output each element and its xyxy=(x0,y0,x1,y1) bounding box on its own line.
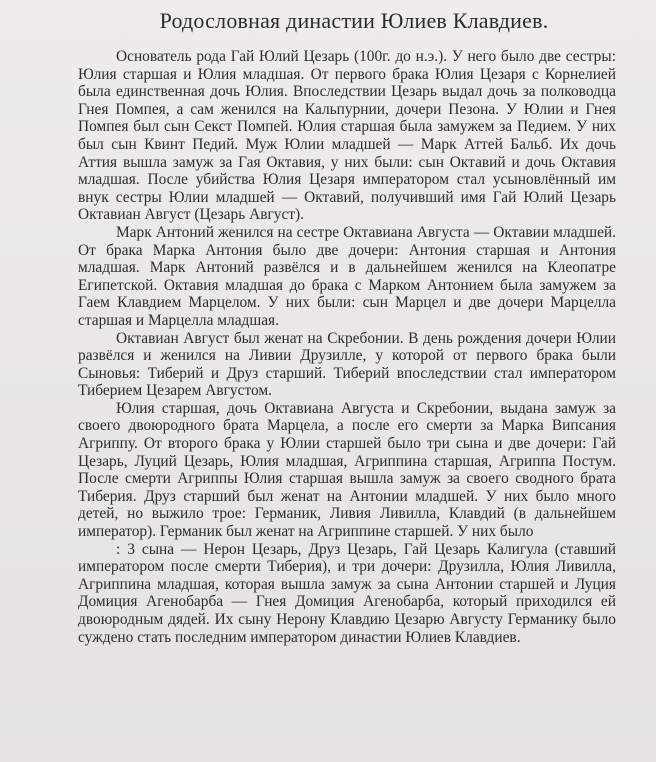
paragraph-octavian: Октавиан Август был женат на Скребонии. В день рождения дочери Юлии развёлся и женился на Ливии Друзилле, у которой от первого брака были Сыновья: Тиберий и Друз старший. Тиберий впоследствии стал императором Тиберием Цезарем Августом. xyxy=(78,329,616,400)
paragraph-founder: Основатель рода Гай Юлий Цезарь (100г. до н.э.). У него было две сестры: Юлия старшая и Юлия младшая. От первого брака Юлия Цезаря с Корнелией была единственная дочь Юлия. Впоследствии Цезарь выдал дочь за полководца Гнея Помпея, а сам женился на Кальпурнии, дочери Пезона. У Юлии и Гнея Помпея был сын Секст Помпей. Юлия старшая была замужем за Педием. У них был сын Квинт Педий. Муж Юлии младшей — Марк Аттей Бальб. Их дочь Аттия вышла замуж за Гая Октавия, у них были: сын Октавий и дочь Октавия младшая. После убийства Юлия Цезаря императором стал усыновлённый им внук сестры Юлии младшей — Октавий, получивший имя Гай Юлий Цезарь Октавиан Август (Цезарь Август). xyxy=(78,48,616,224)
paragraph-mark-antony: Марк Антоний женился на сестре Октавиана Августа — Октавии младшей. От брака Марка Антония было две дочери: Антония старшая и Антония младшая. Марк Антоний развёлся и в дальнейшем женился на Клеопатре Египетской. Октавия младшая до брака с Марком Антонием была замужем за Гаем Клавдием Марцелом. У них были: сын Марцел и две дочери Марцелла старшая и Марцелла младшая. xyxy=(78,223,616,329)
document-title: Родословная династии Юлиев Клавдиев. xyxy=(159,8,549,33)
paragraph-children: : 3 сына — Нерон Цезарь, Друз Цезарь, Гай Цезарь Калигула (ставший императором после смерти Тиберия), и три дочери: Друзилла, Юлия Ливилла, Агриппина младшая, которая вышла замуж за сына Антонии старшей и Луция Домиция Агенобарба — Гнея Домиция Агенобарба, который приходился ей двоюродным дядей. Их сыну Нерону Клавдию Цезарю Августу Германику было суждено стать последним императором династии Юлиев Клавдиев. xyxy=(78,540,616,646)
paragraph-julia-elder: Юлия старшая, дочь Октавиана Августа и Скребонии, выдана замуж за своего двоюродного брата Марцела, а после его смерти за Марка Випсания Агриппу. От второго брака у Юлии старшей было три сына и две дочери: Гай Цезарь, Луций Цезарь, Юлия младшая, Агриппина старшая, Агриппа Постум. После смерти Агриппы Юлия старшая вышла замуж за своего сводного брата Тиберия. Друз старший был женат на Антонии младшей. У них было много детей, но выжило трое: Германик, Ливия Ливилла, Клавдий (в дальнейшем император). Германик был женат на Агриппине старшей. У них было xyxy=(78,399,616,541)
